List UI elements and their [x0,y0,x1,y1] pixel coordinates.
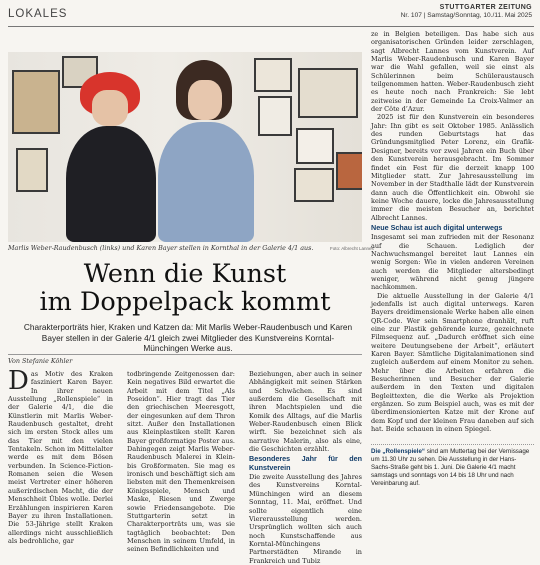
face-right [188,80,222,120]
column-3-text: Beziehungen, aber auch in seiner Abhängigkeit mit seinen Stärken und Schwächen. Es sind außerdem die Gesellschaft mit ihren Machtspielen und die Komik des Alltags, auf die Marlis Weber-Raudenbusch einen Blick wirft. Sie bezeichnet sich als narrative Malerin, also als eine, die Geschichten erzählt. [249,370,362,454]
wall-painting [296,128,334,164]
masthead [401,4,532,20]
column-1-text: as Motiv des Kraken fasziniert Karen Bayer. In ihrer neuen Ausstellung „Rollenspiele“ in der Galerie 4/1, die die Künstlerin mit Marlis Weber-Raudenbusch gestaltet, dreht sich im ersten Stock alles um das Tier mit den vielen Tentakeln. Schon im Mittelalter werde es mit dem Bösen verbunden. In Science-Fiction-Romanen seien die Wesen meist Vertreter einer höheren außerirdischen Macht, die der Menschheit Übles wolle. Derlei Erzählungen inspirieren Karen Bayer zu ihren Installationen. Die 53-Jährige stellt Kraken allerdings nicht ausschließlich als bedrohliche, gar [8,370,113,545]
right-paragraph-1: ze in Belgien beteiligen. Das habe sich aus organisatorischen Gründen leider zerschlagen, sagt Albrecht Lannes vom Kunstverein. Auf Marlis Weber-Raudenbusch und Karen Bayer war die Wahl gefallen, weil sie einst als Schülerinnen beim Schüleraustausch teilgenommen hatten. Weber-Raudenbusch zieht es heute noch nach Frankreich: Sie lebt zeitweise in der Gemeinde La Croix-Valmer an der Côte d’Azur. [371,30,534,114]
info-title: Die „Rollenspiele“ [371,448,425,455]
article-column-3 [249,370,362,565]
article-photo [8,52,362,242]
person-left-body [66,126,156,242]
header-rule [8,26,534,27]
wall-painting [294,168,334,202]
article-column-2 [127,370,235,554]
photo-credit: Foto: Albrecht Lannes [330,246,374,251]
wall-painting [336,152,362,190]
issue-line: Nr. 107 | Samstag/Sonntag, 10./11. Mai 2025 [400,12,532,19]
article-intro: Charakterporträts hier, Kraken und Katzen da: Mit Marlis Weber-Raudenbusch und Karen Bayer stellen in der Galerie 4/1 gleich zwei Mitglieder des Kunstvereins Korntal-Münchingen Werke aus. [23,322,353,354]
subheading: Besonderes Jahr für den Kunstverein [249,454,362,472]
right-column [371,30,534,434]
right-paragraph-4: Die aktuelle Ausstellung in der Galerie 4/1 jedenfalls ist auch digital unterwegs. Karen Bayers dreidimensionale Werke haben alle einen QR-Code. Wer sein Smartphone dranhält, ruft eine zur Plastik gehörende kurze, gezeichnete Filmsequenz auf. „Dadurch eröffnet sich eine weitere Deutungsebene der Arbeit“, erläutert Karen Bayer. Sämtliche Digitalanimationen sind zugleich außerdem auf einem Monitor zu sehen. Mehr über die Arbeiten erfahren die Besucherinnen und Besucher der Galerie außerdem in den Texten und digitalen Begleittexten, die die Werke als Projektion ergänzen. So zum Beispiel auch, was es mit der überdimensionierten Katze mit der Krone auf dem Kopf und der kleinen Frau daneben auf sich hat. Beide schauen in einen Spiegel. [371,291,534,434]
wall-painting [12,70,60,134]
right-paragraph-2: 2025 ist für den Kunstverein ein besonderes Jahr: Ihn gibt es seit Oktober 1985. Anlässlich des runden Geburtstags hat das Gründungsmitglied Peter Lorenz, ein Grafik-Designer, bereits vor zwei Jahren ein Buch über den Kunstverein herausgebracht. Im Sommer findet ein Fest für die derzeit knapp 100 Mitglieder statt. Zur Jahresausstellung im November in der Stadthalle lädt der Kunstverein dann auch die Öffentlichkeit ein. Obwohl sie keine Woche dauere, locke die Jahresausstellung immer die meisten Besucher an, berichtet Albrecht Lannes. [371,113,534,222]
column-3-text-b: Die zweite Ausstellung des Jahres des Kunstvereins Korntal-Münchingen wird an diesem Sonntag, 11. Mai, eröffnet. Und sollte eigentlich eine Viererausstellung werden. Ursprünglich wollten sich auch noch Kunstschaffende aus Korntal-Münchingens Partnerstädten Mirande in Frankreich und Tubiz [249,473,362,565]
wall-painting [258,96,292,136]
right-paragraph-3: Insgesamt sei man zufrieden mit der Resonanz auf die Schauen. Lediglich der Nachwuchsmangel bereitet laut Lannes ein wenig Sorgen: Wie in vielen anderen Vereinen auch werden die Mitglieder altersbedingt weniger, während nicht genug jüngere nachkommen. [371,233,534,292]
article-column-1 [8,366,113,545]
headline-line-2: im Doppelpack kommt [39,287,331,317]
photo-caption: Marlis Weber-Raudenbusch (links) und Karen Bayer stellen in Kornthal in der Galerie 4/1 aus. [8,244,314,252]
headline-line-1: Wenn die Kunst [83,259,287,289]
face-left [92,90,128,126]
info-text: sind am Muttertag bei der Vernissage um 11.30 Uhr zu sehen. Die Ausstellung in der Hans-Sachs-Straße geht bis 1. Juni. Die Galerie 4/1 macht samstags und sonntags von 14 bis 18 Uhr und nach Vereinbarung auf. [371,448,530,487]
wall-painting [298,68,358,118]
wall-painting [16,148,48,192]
intro-rule [8,354,362,355]
headline [8,260,362,316]
column-2-text: todbringende Zeitgenossen dar: Kein negatives Bild erwartet die Arbeit mit dem Titel „Als Poseidon“. Hier tragt das Tier den griechischen Meeresgott, der eingesunken auf dem Thron sitzt. Außer den Installationen aus Kleinplastiken stellt Karen Bayer großformatige Poster aus. Dahingegen zeigt Marlis Weber-Raudenbusch Malerei in Klein- bis Großformaten. Sie mag es ironisch und beschäftigt sich am liebsten mit den Themenkreisen Königsspiele, Mensch und Maske, Riesen und Zwerge sowie Friedensangebote. Die Stuttgarterin setzt in Charakterporträts um, was sie tagtäglich beobachtet: Den Menschen in seinem Umfeld, in seinen Befindlichkeiten und [127,370,235,554]
paper-name: STUTTGARTER ZEITUNG [439,4,532,11]
right-subheading: Neue Schau ist auch digital unterwegs [371,222,503,232]
byline: Von Stefanie Köhler [8,357,73,365]
drop-cap: D [8,366,29,396]
section-label: LOKALES [8,8,68,20]
person-right-body [158,122,254,242]
info-box [371,444,534,488]
wall-painting [254,58,292,92]
